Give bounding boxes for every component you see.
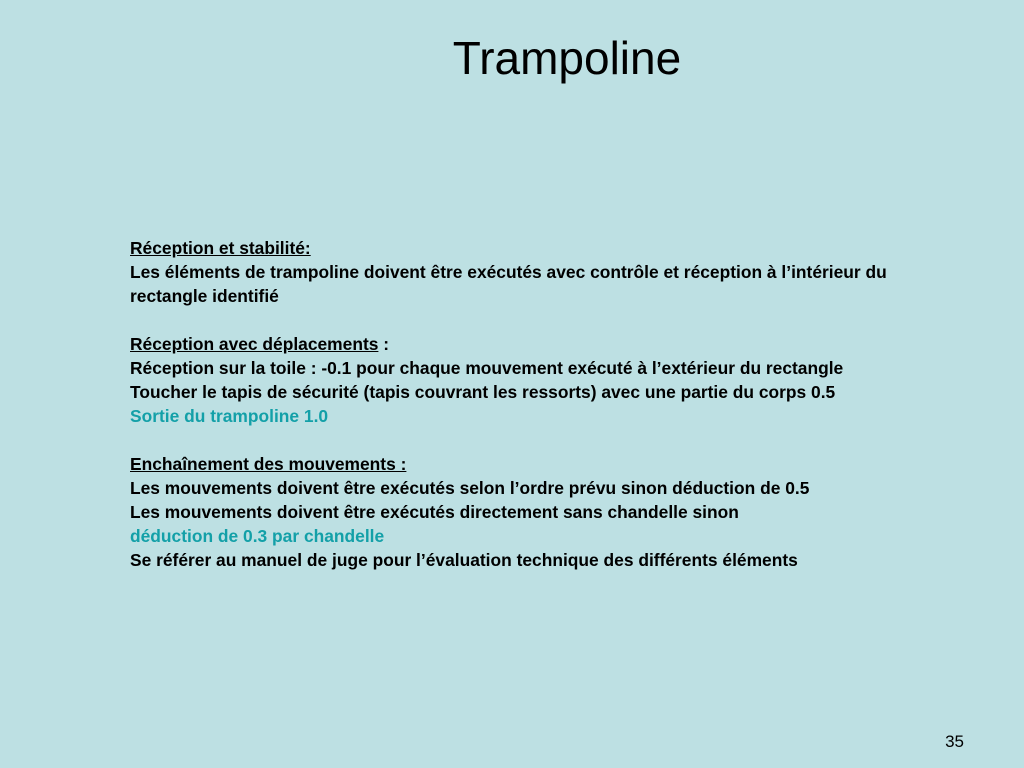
- sequence-rule-1: Les mouvements doivent être exécutés selon l’ordre prévu sinon déduction de 0.5: [130, 478, 810, 498]
- section-heading-reception-displacement: Réception avec déplacements: [130, 334, 379, 354]
- reception-displacement-rule-2: Toucher le tapis de sécurité (tapis couvrant les ressorts) avec une partie du corps 0.5: [130, 382, 836, 402]
- section-heading-reception-stability: Réception et stabilité:: [130, 238, 311, 258]
- reception-stability-text: Les éléments de trampoline doivent être exécutés avec contrôle et réception à l’intérieur du rectangle identifié: [130, 262, 887, 306]
- slide-title: Trampoline: [452, 32, 682, 84]
- section-heading-sequence-text: Enchaînement des mouvements :: [130, 454, 407, 474]
- reception-displacement-rule-1: Réception sur la toile : -0.1 pour chaque mouvement exécuté à l’extérieur du rectangle: [130, 358, 844, 378]
- spacer: [130, 308, 930, 332]
- section-heading-sequence: [130, 452, 930, 476]
- heading-suffix: :: [378, 334, 390, 354]
- page-number: 35: [945, 732, 964, 751]
- reception-displacement-rule-3: Sortie du trampoline 1.0: [130, 406, 329, 426]
- sequence-rule-2: Les mouvements doivent être exécutés directement sans chandelle sinon: [130, 502, 739, 522]
- slide-content: [130, 236, 930, 572]
- spacer: [130, 428, 930, 452]
- section-heading-reception-displacement-line: [130, 332, 930, 356]
- sequence-rule-3: Se référer au manuel de juge pour l’évaluation technique des différents éléments: [130, 550, 798, 570]
- sequence-rule-2-deduction: déduction de 0.3 par chandelle: [130, 526, 385, 546]
